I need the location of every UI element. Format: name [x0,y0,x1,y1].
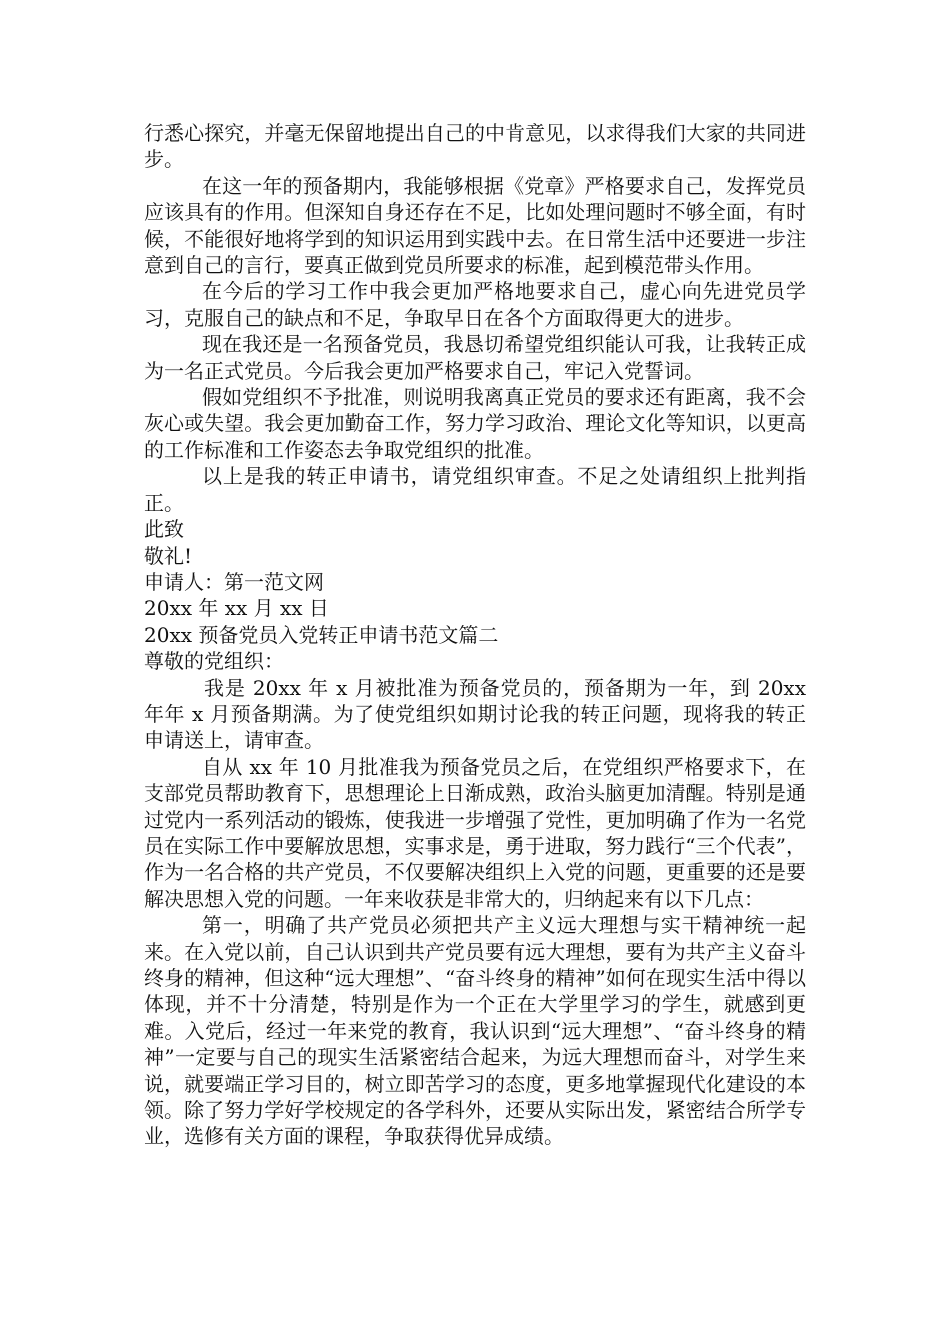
greeting-line: 尊敬的党组织： [144,649,284,674]
paragraph: 假如党组织不予批准，则说明我离真正党员的要求还有距离，我不会灰心或失望。我会更加勤奋工作，努力学习政治、理论文化等知识，以更高的工作标准和工作姿态去争取党组织的批准。 [144,385,806,462]
paragraph: 现在我还是一名预备党员，我恳切希望党组织能认可我，让我转正成为一名正式党员。今后我会更加严格要求自己，牢记入党誓词。 [144,332,806,383]
applicant-line: 申请人：第一范文网 [144,569,324,594]
document-body [144,120,806,1150]
paragraph: 以上是我的转正申请书，请党组织审查。不足之处请组织上批判指正。 [144,464,806,515]
paragraph: 行悉心探究，并毫无保留地提出自己的中肯意见，以求得我们大家的共同进步。 [144,121,806,172]
paragraph: 在这一年的预备期内，我能够根据《党章》严格要求自己，发挥党员应该具有的作用。但深知自身还存在不足，比如处理问题时不够全面，有时候，不能很好地将学到的知识运用到实践中去。在日常生活中还要进一步注意到自己的言行，要真正做到党员所要求的标准，起到模范带头作用。 [144,173,806,278]
salutation-line: 敬礼! [144,543,193,568]
section-heading: 20xx 预备党员入党转正申请书范文篇二 [144,622,499,647]
paragraph: 我是 20xx 年 x 月被批准为预备党员的，预备期为一年，到 20xx 年年 x 月预备期满。为了使党组织如期讨论我的转正问题，现将我的转正申请送上，请审查。 [144,675,806,753]
paragraph: 第一，明确了共产党员必须把共产主义远大理想与实干精神统一起来。在入党以前，自己认识到共产党员要有远大理想，要有为共产主义奋斗终身的精神，但这种“远大理想”、“奋斗终身的精神”如何在现实生活中得以体现，并不十分清楚，特别是作为一个正在大学里学习的学生，就感到更难。入党后，经过一年来党的教育，我认识到“远大理想”、“奋斗终身的精神”一定要与自己的现实生活紧密结合起来，为远大理想而奋斗，对学生来说，就要端正学习目的，树立即苦学习的态度，更多地掌握现代化建设的本领。除了努力学好学校规定的各学科外，还要从实际出发，紧密结合所学专业，选修有关方面的课程，争取获得优异成绩。 [144,913,806,1149]
paragraph: 自从 xx 年 10 月批准我为预备党员之后，在党组织严格要求下，在支部党员帮助教育下，思想理论上日渐成熟，政治头脑更加清醒。特别是通过党内一系列活动的锻炼，使我进一步增强了党性，更加明确了作为一名党员在实际工作中要解放思想，实事求是，勇于进取，努力践行“三个代表”，作为一名合格的共产党员，不仅要解决组织上入党的问题，更重要的还是要解决思想入党的问题。一年来收获是非常大的，归纳起来有以下几点： [144,754,806,911]
paragraph: 在今后的学习工作中我会更加严格地要求自己，虚心向先进党员学习，克服自己的缺点和不足，争取早日在各个方面取得更大的进步。 [144,279,806,330]
closing-line: 此致 [144,517,184,542]
date-line: 20xx 年 xx 月 xx 日 [144,596,329,621]
